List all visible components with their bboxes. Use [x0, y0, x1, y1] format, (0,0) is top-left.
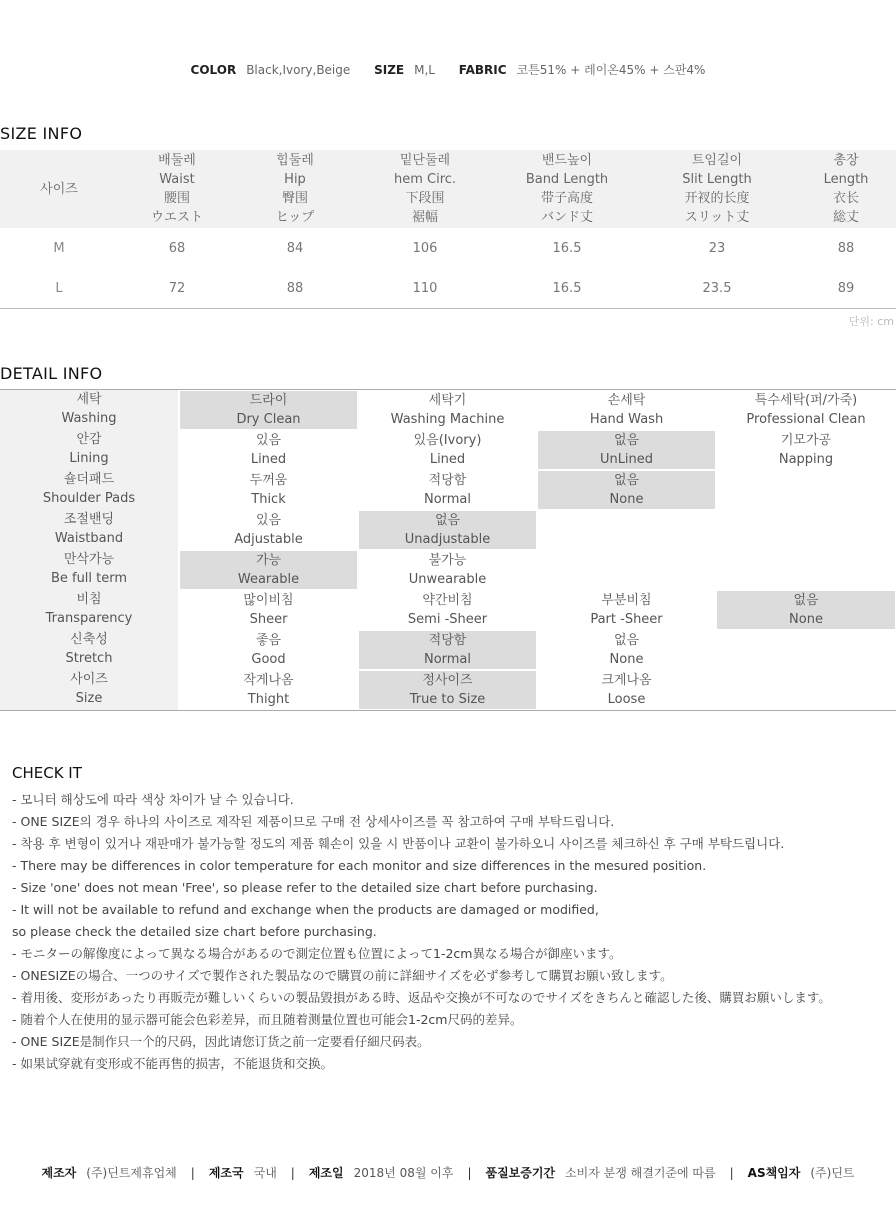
- country-label: 제조국: [208, 1166, 244, 1180]
- check-it-list: [12, 789, 892, 1075]
- detail-option: 부분비침 Part -Sheer: [590, 593, 663, 627]
- size-label: SIZE: [374, 63, 405, 77]
- footer-separator: |: [467, 1166, 472, 1180]
- detail-option: 불가능 Unwearable: [408, 553, 487, 587]
- size-col-header: 트임길이 Slit Length 开衩的长度 スリット丈: [638, 150, 796, 228]
- size-table-divider: [0, 308, 896, 309]
- fabric-label: FABRIC: [458, 63, 507, 77]
- warranty-label: 품질보증기간: [485, 1166, 556, 1180]
- check-it-line: - ONE SIZE의 경우 하나의 사이즈로 제작된 제품이므로 구매 전 상세사이즈를 꼭 참고하여 구매 부탁드립니다.: [12, 814, 615, 829]
- detail-option-selected: 가능 Wearable: [180, 551, 357, 589]
- size-value-cell: 16.5: [552, 280, 582, 296]
- size-name: M: [53, 240, 65, 256]
- check-it-line: - It will not be available to refund and exchange when the products are damaged or modified,: [12, 902, 599, 917]
- detail-option-selected: 드라이 Dry Clean: [180, 391, 357, 429]
- size-name: L: [55, 280, 63, 296]
- detail-row: [0, 630, 896, 670]
- size-value-cell: 68: [168, 240, 186, 256]
- size-col-header: 배둘레 Waist 腰围 ウエスト: [118, 150, 236, 228]
- detail-option: 손세탁 Hand Wash: [589, 393, 664, 427]
- size-value-cell: 72: [168, 280, 186, 296]
- size-value-cell: 88: [286, 280, 304, 296]
- detail-option-selected: 없음 UnLined: [538, 431, 715, 469]
- check-it-line: - ONE SIZE是制作只一个的尺码，因此请您订货之前一定要看仔細尺码表。: [12, 1034, 430, 1049]
- size-table-header-row: [0, 150, 896, 228]
- color-label: COLOR: [190, 63, 237, 77]
- detail-row-label: 안감 Lining: [0, 430, 178, 470]
- detail-option: 기모가공 Napping: [778, 433, 834, 467]
- footer-separator: |: [190, 1166, 195, 1180]
- footer-separator: |: [729, 1166, 734, 1180]
- detail-grid: [0, 390, 896, 710]
- detail-option-selected: 없음 Unadjustable: [359, 511, 536, 549]
- size-value-cell: 23: [708, 240, 726, 256]
- size-value-cell: 106: [412, 240, 438, 256]
- footer-separator: |: [290, 1166, 295, 1180]
- size-table: [0, 150, 896, 308]
- detail-row-label: 숄더패드 Shoulder Pads: [0, 470, 178, 510]
- size-col-header: 밴드높이 Band Length 带子高度 バンド丈: [496, 150, 638, 228]
- size-table-row: [0, 268, 896, 308]
- detail-option: 있음 Lined: [250, 433, 287, 467]
- size-value-cell: 89: [837, 280, 855, 296]
- detail-row-label: 사이즈 Size: [0, 670, 178, 710]
- unit-note: 단위: cm: [848, 315, 894, 328]
- fabric-value: 코튼51% + 레이온45% + 스판4%: [516, 63, 706, 77]
- size-value-cell: 88: [837, 240, 855, 256]
- detail-option-selected: 없음 None: [717, 591, 895, 629]
- size-value: M,L: [414, 63, 435, 77]
- size-value-cell: 16.5: [552, 240, 582, 256]
- detail-row: [0, 510, 896, 550]
- detail-option-selected: 정사이즈 True to Size: [359, 671, 536, 709]
- color-value: Black,Ivory,Beige: [246, 63, 351, 77]
- detail-row-label: 비침 Transparency: [0, 590, 178, 630]
- size-value-cell: 110: [412, 280, 438, 296]
- product-info-footer: [0, 1164, 896, 1181]
- size-value-cell: 23.5: [702, 280, 732, 296]
- detail-row: [0, 390, 896, 430]
- check-it-line: - 착용 후 변형이 있거나 재판매가 불가능할 정도의 제품 훼손이 있을 시 반품이나 교환이 불가하오니 사이즈를 체크하신 후 구매 부탁드립니다.: [12, 836, 785, 851]
- detail-option: 세탁기 Washing Machine: [390, 393, 505, 427]
- detail-option-selected: 없음 None: [538, 471, 715, 509]
- check-it-line: - 随着个人在使用的显示器可能会色彩差异，而且随着测量位置也可能会1-2cm尺码的差异。: [12, 1012, 523, 1027]
- detail-option: 없음 None: [609, 633, 644, 667]
- check-it-line: - モニターの解像度によって異なる場合があるので測定位置も位置によって1-2cm異なる場合が御座います。: [12, 946, 622, 961]
- detail-row: [0, 590, 896, 630]
- check-it-title: CHECK IT: [12, 764, 82, 782]
- detail-info-title: DETAIL INFO: [0, 364, 103, 383]
- detail-option-selected: 적당함 Normal: [359, 631, 536, 669]
- detail-option: 있음 Adjustable: [234, 513, 303, 547]
- size-info-title: SIZE INFO: [0, 124, 83, 143]
- size-col-header: 힙둘레 Hip 臀围 ヒップ: [236, 150, 354, 228]
- detail-bottom-divider: [0, 710, 896, 711]
- detail-option: 크게나옴 Loose: [601, 673, 652, 707]
- maker-value: (주)딘트제휴업체: [86, 1166, 177, 1180]
- as-value: (주)딘트: [810, 1166, 855, 1180]
- detail-option: 작게나옴 Thight: [243, 673, 294, 707]
- detail-row: [0, 670, 896, 710]
- detail-option: 있음(Ivory) Lined: [413, 433, 482, 467]
- check-it-line: - 모니터 해상도에 따라 색상 차이가 날 수 있습니다.: [12, 792, 294, 807]
- size-value-cell: 84: [286, 240, 304, 256]
- product-spec-line: [0, 61, 896, 78]
- check-it-line: - 如果试穿就有变形或不能再售的损害，不能退货和交换。: [12, 1056, 333, 1071]
- size-table-row: [0, 228, 896, 268]
- detail-option: 많이비침 Sheer: [243, 593, 294, 627]
- date-label: 제조일: [308, 1166, 344, 1180]
- check-it-line: - 着用後、変形があったり再販売が難しいくらいの製品毀損がある時、返品や交換が不可なのでサイズをきちんと確認した後、購買お願いします。: [12, 990, 831, 1005]
- detail-option: 좋음 Good: [251, 633, 286, 667]
- size-col-header: 총장 Length 衣长 総丈: [796, 150, 896, 228]
- warranty-value: 소비자 분쟁 해결기준에 따름: [565, 1166, 716, 1180]
- check-it-line: - There may be differences in color temperature for each monitor and size differences in the mesured position.: [12, 858, 707, 873]
- detail-row-label: 세탁 Washing: [0, 390, 178, 430]
- detail-row: [0, 470, 896, 510]
- detail-row: [0, 430, 896, 470]
- detail-row: [0, 550, 896, 590]
- detail-option: 두꺼움 Thick: [249, 473, 288, 507]
- detail-row-label: 신축성 Stretch: [0, 630, 178, 670]
- detail-option: 약간비침 Semi -Sheer: [407, 593, 488, 627]
- size-col-header: 밑단둘레 hem Circ. 下段围 裾幅: [354, 150, 496, 228]
- country-value: 국내: [253, 1166, 277, 1180]
- check-it-line: so please check the detailed size chart before purchasing.: [12, 924, 377, 939]
- detail-row-label: 조절밴딩 Waistband: [0, 510, 178, 550]
- detail-option: 적당함 Normal: [423, 473, 472, 507]
- check-it-line: - Size 'one' does not mean 'Free', so please refer to the detailed size chart before purchasing.: [12, 880, 598, 895]
- size-row-header: 사이즈: [0, 150, 118, 228]
- as-label: AS책임자: [747, 1166, 801, 1180]
- detail-option: 특수세탁(퍼/가죽) Professional Clean: [746, 393, 866, 427]
- date-value: 2018년 08월 이후: [353, 1166, 454, 1180]
- detail-row-label: 만삭가능 Be full term: [0, 550, 178, 590]
- maker-label: 제조자: [41, 1166, 77, 1180]
- check-it-line: - ONESIZEの場合、一つのサイズで製作された製品なので購買の前に詳細サイズを必ず参考して購買お願い致します。: [12, 968, 673, 983]
